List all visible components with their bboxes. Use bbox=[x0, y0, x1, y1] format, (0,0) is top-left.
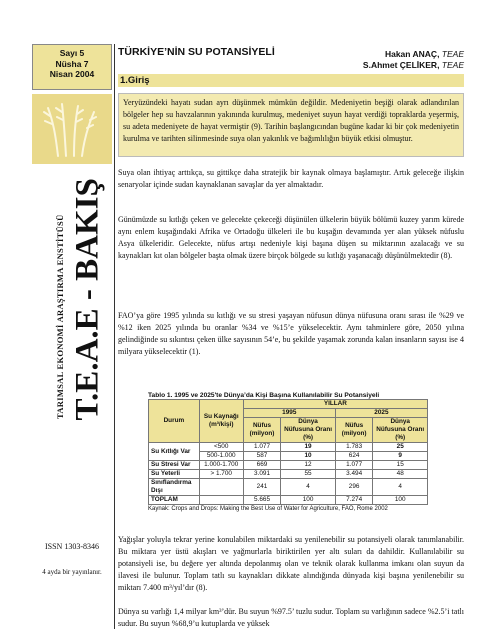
cell-p1995: 4 bbox=[281, 479, 336, 496]
issue-number: Sayı 5 bbox=[59, 48, 85, 58]
author-1-org: TEAE bbox=[439, 49, 464, 59]
intro-paragraph: Yeryüzündeki hayatı sudan ayrı düşünmek mümkün değildir. Medeniyetin beşiği olarak adlandırılan bölgeler hep su havzalarının yakınında kurulmuş, medeniyet suyun hayat verdiği topraklarda yeşermiş, su adeta medeniyete de hayat vermiştir (9). Tarihin başlangıcından bugüne kadar ki bir çok medeniyetin kurulma ve tarihten silinmesinde suya olan yakınlık ve bağımlılığın büyük etkisi olmuştur. bbox=[118, 93, 464, 157]
cell-n1995: 669 bbox=[243, 461, 281, 470]
table-row bbox=[149, 479, 428, 496]
article-title: TÜRKİYE’NİN SU POTANSİYELİ bbox=[118, 46, 275, 58]
cell-n1995: 3.091 bbox=[243, 470, 281, 479]
author-2-name: S.Ahmet ÇELİKER, bbox=[362, 60, 440, 70]
table-row-total bbox=[149, 496, 428, 505]
cell-p1995: 55 bbox=[281, 470, 336, 479]
author-1 bbox=[385, 49, 464, 59]
author-1-name: Hakan ANAÇ, bbox=[384, 49, 440, 59]
row-label: Su Yeterli bbox=[149, 470, 200, 479]
cell-p2025: 100 bbox=[373, 496, 428, 505]
issue-date: Nisan 2004 bbox=[49, 69, 95, 79]
cell-n2025: 296 bbox=[335, 479, 373, 496]
cell-n2025: 624 bbox=[335, 452, 373, 461]
header-nufus-1995: Nüfus (milyon) bbox=[243, 418, 281, 443]
cell-p2025: 15 bbox=[373, 461, 428, 470]
wheat-icon bbox=[32, 94, 112, 164]
cell-p2025: 4 bbox=[373, 479, 428, 496]
cell-p1995: 10 bbox=[281, 452, 336, 461]
header-su-kaynagi: Su Kaynağı (m³/kişi) bbox=[199, 400, 243, 443]
cell-p2025: 48 bbox=[373, 470, 428, 479]
cell-n2025: 3.494 bbox=[335, 470, 373, 479]
issn-label: ISSN 1303-8346 bbox=[44, 542, 99, 551]
header-nufus-2025: Nüfus (milyon) bbox=[335, 418, 373, 443]
table-row bbox=[149, 461, 428, 470]
paragraph-2: Günümüzde su kıtlığı çeken ve gelecekte çekeceği düşünülen ülkelerin büyük bölümü kuzey yarım kürede aynı enlem kuşağındaki Afrika ve Ortadoğu ülkeleri ile bu kuşağın devamında yer alan yüksek nüfuslu Asya ülkeleridir. Gelecekte, nüfus artışı nedeniyle kişi başına düşen su miktarının azalacağı ve su kaynakları kıt olan bölgeler başta olmak üzere birçok bölgede su kıtlığı yaşanacağı düşünülmektedir (8). bbox=[118, 215, 464, 260]
institute-vertical-text: TARIMSAL EKONOMİ ARAŞTIRMA ENSTİTÜSÜ bbox=[55, 214, 65, 419]
header-1995: 1995 bbox=[243, 409, 335, 418]
cell-p2025: 9 bbox=[373, 452, 428, 461]
table-source: Kaynak: Crops and Drops: Making the Best Use of Water for Agriculture, FAO, Rome 2002 bbox=[148, 506, 388, 512]
cell-n2025: 1.077 bbox=[335, 461, 373, 470]
cell-n1995: 587 bbox=[243, 452, 281, 461]
cell-source: <500 bbox=[199, 443, 243, 452]
wheat-logo bbox=[32, 94, 112, 164]
paragraph-5: Dünya su varlığı 1,4 milyar km³’dür. Bu suyun %97.5’ tuzlu sudur. Toplam su varlığının sadece %2.5’i tatlı sudur. Bu suyun %68,9’u kutuplarda ve yüksek bbox=[118, 607, 464, 628]
row-label: Su Kıtlığı Var bbox=[149, 443, 200, 461]
cell-source bbox=[199, 479, 243, 496]
frequency-label: 4 ayda bir yayınlanır. bbox=[42, 568, 102, 576]
cell-n1995: 1.077 bbox=[243, 443, 281, 452]
author-2 bbox=[118, 60, 464, 70]
cell-source: 500-1.000 bbox=[199, 452, 243, 461]
table-caption: Tablo 1. 1995 ve 2025'te Dünya’da Kişi Başına Kullanılabilir Su Potansiyeli bbox=[148, 392, 380, 399]
cell-p1995: 12 bbox=[281, 461, 336, 470]
water-table-block bbox=[118, 392, 464, 512]
row-label: Su Stresi Var bbox=[149, 461, 200, 470]
issue-copy: Nüsha 7 bbox=[55, 58, 89, 69]
header-oran-1995: Dünya Nüfusuna Oranı (%) bbox=[281, 418, 336, 443]
row-label: TOPLAM bbox=[149, 496, 200, 505]
sidebar bbox=[32, 44, 115, 629]
header-oran-2025: Dünya Nüfusuna Oranı (%) bbox=[373, 418, 428, 443]
cell-p1995: 19 bbox=[281, 443, 336, 452]
cell-n2025: 7.274 bbox=[335, 496, 373, 505]
cell-p2025: 25 bbox=[373, 443, 428, 452]
header-2025: 2025 bbox=[335, 409, 427, 418]
paragraph-3: FAO’ya göre 1995 yılında su kıtlığı ve su stresi yaşayan nüfusun dünya nüfusuna oranı sırası ile %29 ve %12 iken 2025 yılında bu oranlar %34 ve %15’e yükselecektir. Aynı tahminlere göre, 2050 yılına gelindiğinde su sıkıntısı çeken ülke sayısının 54’e, bu şekilde yaşamak zorunda kalan insanların sayısı ise 4 milyara yükselecektir (1). bbox=[118, 311, 464, 356]
table-row bbox=[149, 443, 428, 452]
paragraph-1: Suya olan ihtiyaç arttıkça, su gittikçe daha stratejik bir kaynak olmaya başlamıştır. Artık geleceğe ilişkin senaryolar içinde sudan kaynaklanan savaşlar da yer almaktadır. bbox=[118, 168, 464, 189]
cell-source bbox=[199, 496, 243, 505]
row-label: Sınıflandırma Dışı bbox=[149, 479, 200, 496]
paragraph-4: Yağışlar yoluyla tekrar yerine konulabilen miktardaki su yenilenebilir su potansiyeli olarak tanımlanabilir. Bu miktara yer üstü akışları ve yağmurlarla biriktirilen yer altı suları da dahildir. Kullanılabilir su potansiyeli ise, bu değere yer altında depolanmış olan ve teknik olarak kullanma imkanı olan suyun da ilavesi ile bulunur. Toplam tatlı su kaynakları dikkate alındığında dünyada kişi başına yenilenebilir su miktarı 7.400 m³/yıl’dır (8). bbox=[118, 535, 464, 592]
author-2-org: TEAE bbox=[439, 60, 464, 70]
header-years: YILLAR bbox=[243, 400, 427, 409]
section-heading: 1.Giriş bbox=[118, 74, 464, 87]
article-header bbox=[118, 46, 464, 70]
cell-n1995: 5.665 bbox=[243, 496, 281, 505]
water-table bbox=[148, 399, 428, 505]
cell-p1995: 100 bbox=[281, 496, 336, 505]
table-row bbox=[149, 470, 428, 479]
issue-box bbox=[32, 44, 112, 90]
bulletin-vertical-title: T.E.A.E - BAKIŞ bbox=[69, 178, 106, 421]
cell-n1995: 241 bbox=[243, 479, 281, 496]
header-durum: Durum bbox=[149, 400, 200, 443]
cell-n2025: 1.783 bbox=[335, 443, 373, 452]
cell-source: > 1.700 bbox=[199, 470, 243, 479]
cell-source: 1.000-1.700 bbox=[199, 461, 243, 470]
